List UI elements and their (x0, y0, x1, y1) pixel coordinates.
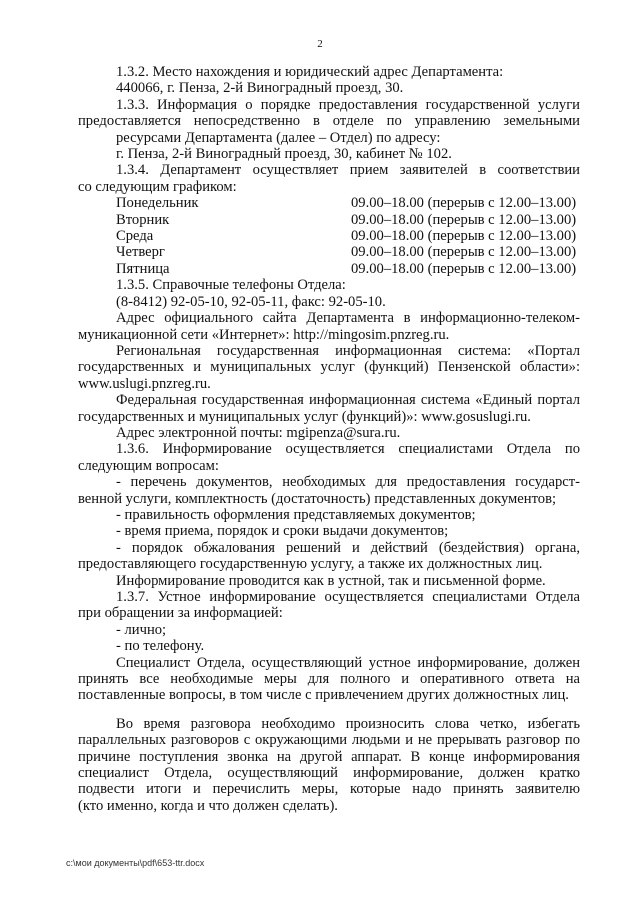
text-line: ресурсами Департамента (далее – Отдел) по адресу: (116, 129, 441, 146)
text-line: Федеральная государственная информационная система «Единый портал (116, 392, 580, 409)
text-line: параллельных разговоров с окружающими людьми и не прерывать разговор по (78, 732, 580, 749)
text-line: Информирование проводится как в устной, так и письменной форме. (116, 572, 546, 589)
text-line: специалист Отдела, осуществляющий информирование, должен кратко (78, 765, 580, 782)
footer-file-path: c:\мои документы\pdf\653-ttr.docx (66, 858, 205, 868)
text-line: государственных и муниципальных услуг (функций)»: www.gosuslugi.ru. (78, 408, 531, 425)
text-line: 1.3.3. Информация о порядке предоставления государственной услуги (116, 96, 580, 113)
schedule-row (78, 261, 580, 277)
text-line: Адрес официального сайта Департамента в информационно-телеком- (116, 310, 580, 327)
text-line: 1.3.6. Информирование осуществляется специалистами Отдела по (116, 441, 580, 458)
text-line: причине поступления звонка на другой аппарат. В конце информирования (78, 748, 580, 765)
schedule-day: Вторник (116, 211, 170, 228)
schedule-hours: 09.00–18.00 (перерыв с 12.00–13.00) (351, 244, 577, 261)
schedule-hours: 09.00–18.00 (перерыв с 12.00–13.00) (351, 211, 577, 228)
schedule-row (78, 195, 580, 211)
text-line: г. Пенза, 2-й Виноградный проезд, 30, кабинет № 102. (116, 146, 452, 163)
text-line: - время приема, порядок и сроки выдачи документов; (116, 523, 449, 540)
text-line: подвести итоги и перечислить меры, которые надо принять заявителю (78, 781, 580, 798)
text-line: предоставляется непосредственно в отделе по управлению земельными (78, 113, 580, 130)
text-line: 1.3.5. Справочные телефоны Отдела: (116, 277, 346, 294)
text-line: со следующим графиком: (78, 178, 237, 195)
text-line: поставленные вопросы, в том числе с привлечением других должностных лиц. (78, 687, 569, 704)
text-line: - перечень документов, необходимых для предоставления государст- (116, 474, 580, 491)
text-line: - по телефону. (116, 638, 205, 655)
schedule-day: Среда (116, 228, 154, 245)
document-body (78, 64, 580, 814)
text-line: 1.3.7. Устное информирование осуществляется специалистами Отдела (116, 589, 580, 605)
schedule-row (78, 244, 580, 260)
text-line: - порядок обжалования решений и действий (бездействия) органа, (116, 539, 580, 556)
text-line: государственных и муниципальных услуг (функций) Пензенской области»: (78, 359, 580, 376)
schedule-hours: 09.00–18.00 (перерыв с 12.00–13.00) (351, 195, 577, 212)
schedule-hours: 09.00–18.00 (перерыв с 12.00–13.00) (351, 228, 577, 245)
text-line: 440066, г. Пенза, 2-й Виноградный проезд, 30. (116, 80, 404, 97)
text-line: Специалист Отдела, осуществляющий устное информирование, должен (116, 654, 580, 671)
page-number: 2 (317, 38, 323, 50)
paragraph-gap (78, 704, 580, 716)
text-line: муникационной сети «Интернет»: http://mingosim.pnzreg.ru. (78, 326, 450, 343)
schedule-day: Пятница (116, 260, 170, 277)
text-line: - лично; (116, 621, 167, 638)
text-line: (кто именно, когда и что должен сделать). (78, 797, 338, 814)
text-line: предоставляющего государственную услугу, а также их должностных лиц. (78, 556, 543, 573)
schedule-hours: 09.00–18.00 (перерыв с 12.00–13.00) (351, 260, 577, 277)
text-line: 1.3.2. Место нахождения и юридический адрес Департамента: (116, 64, 504, 80)
schedule-row (78, 212, 580, 228)
schedule-day: Понедельник (116, 195, 199, 212)
text-line: (8-8412) 92-05-10, 92-05-11, факс: 92-05-10. (116, 293, 386, 310)
schedule-day: Четверг (116, 244, 165, 261)
text-line: при обращении за информацией: (78, 605, 283, 622)
text-line: 1.3.4. Департамент осуществляет прием заявителей в соответствии (116, 162, 580, 179)
text-line: следующим вопросам: (78, 457, 219, 474)
text-line: www.uslugi.pnzreg.ru. (78, 375, 211, 392)
text-line: - правильность оформления представляемых документов; (116, 506, 476, 523)
text-line: Во время разговора необходимо произносить слова четко, избегать (116, 715, 580, 732)
text-line: Адрес электронной почты: mgipenza@sura.ru. (116, 424, 401, 441)
schedule-row (78, 228, 580, 244)
text-line: принять все необходимые меры для полного и оперативного ответа на (78, 671, 580, 688)
schedule-table (78, 195, 580, 277)
text-line: Региональная государственная информационная система: «Портал (116, 342, 580, 359)
text-line: венной услуги, комплектность (достаточность) представленных документов; (78, 490, 557, 507)
